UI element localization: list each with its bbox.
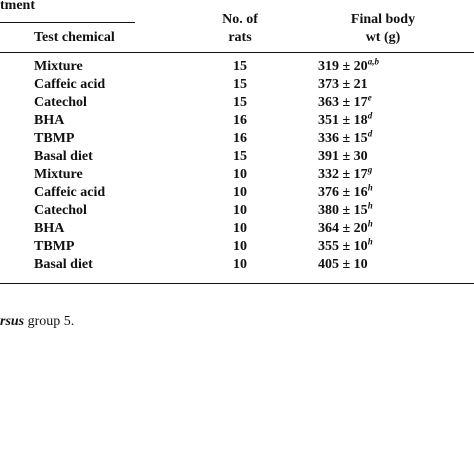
cell-final-weight: $380 \pm 15^h$ [318,200,373,218]
cell-final-weight: $319 \pm 20^{a,b}$ [318,56,379,74]
table-row [0,128,474,147]
table-row [0,56,474,75]
cell-final-weight: 391 ± 30 [318,149,368,164]
column-header-rats-line1: No. of [222,12,258,27]
cell-test-chemical: Basal diet [34,149,93,164]
footnote-rest-text: group 5. [24,314,75,329]
table-row [0,164,474,183]
column-header-weight-line1: Final body [350,12,416,27]
cell-rats: 15 [233,59,247,74]
column-header-rats-line2: rats [228,30,252,45]
column-header-weight-line2: wt (g) [365,30,401,45]
table-row [0,200,474,219]
footnote-marker: h [367,182,373,193]
cell-test-chemical: Mixture [34,59,83,74]
cell-rats: 16 [233,113,247,128]
cell-test-chemical: Mixture [34,167,83,182]
cell-rats: 15 [233,95,247,110]
cell-final-weight: $355 \pm 10^h$ [318,236,373,254]
table-row [0,236,474,255]
cell-test-chemical: TBMP [34,131,75,146]
table-row [0,257,474,273]
table-row [0,182,474,201]
cell-final-weight: $336 \pm 15^d$ [318,128,373,146]
table-bottom-rule [0,283,474,284]
cell-rats: 16 [233,131,247,146]
group-header-label: tment [0,0,35,13]
cell-final-weight: $332 \pm 17^g$ [318,164,373,182]
cell-final-weight: $364 \pm 20^h$ [318,218,373,236]
cell-final-weight: $363 \pm 17^e$ [318,92,372,110]
cell-rats: 15 [233,149,247,164]
footnote-italic-text: rsus [0,314,25,329]
cell-rats: 10 [233,167,247,182]
cell-rats: 10 [233,221,247,236]
footnote-marker: h [367,200,373,211]
footnote-marker: a,b [367,56,379,67]
footnote-marker: h [367,236,373,247]
column-header-test-chemical: Test chemical [34,30,115,45]
cell-final-weight: $351 \pm 18^d$ [318,110,373,128]
cell-test-chemical: Catechol [34,95,87,110]
cell-final-weight: $376 \pm 16^h$ [318,182,373,200]
cell-rats: 10 [233,185,247,200]
table-row [0,218,474,237]
cell-test-chemical: BHA [34,221,65,236]
footnote-marker: d [367,128,373,139]
cell-test-chemical: Caffeic acid [34,77,106,92]
cell-rats: 10 [233,239,247,254]
cell-final-weight: 405 ± 10 [318,257,368,272]
table-footnote [0,314,74,330]
cell-test-chemical: TBMP [34,239,75,254]
table-row [0,92,474,111]
footnote-marker: g [367,164,373,175]
cell-test-chemical: Caffeic acid [34,185,106,200]
cell-rats: 10 [233,257,247,272]
table-row [0,77,474,93]
cell-test-chemical: Catechol [34,203,87,218]
table-row [0,110,474,129]
footnote-marker: h [367,218,373,229]
cell-final-weight: 373 ± 21 [318,77,368,92]
cell-rats: 15 [233,77,247,92]
cell-rats: 10 [233,203,247,218]
table-row [0,149,474,165]
footnote-marker: e [367,92,372,103]
cell-test-chemical: BHA [34,113,65,128]
footnote-marker: d [367,110,373,121]
cell-test-chemical: Basal diet [34,257,93,272]
